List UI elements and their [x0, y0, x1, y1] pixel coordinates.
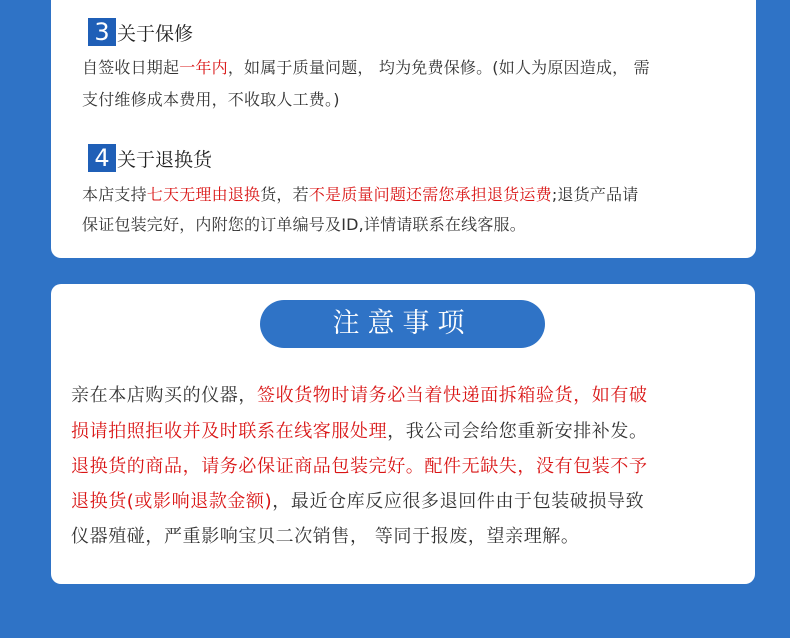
highlight-segment: 退换货(或影响退款金额) [71, 491, 273, 512]
notice-line-5 [71, 522, 580, 548]
highlight-segment: 不是质量问题还需您承担退货运费 [308, 185, 552, 204]
text-segment: 货，若 [260, 185, 309, 204]
returns-section-header [88, 143, 212, 173]
text-segment: 亲在本店购买的仪器， [71, 385, 257, 406]
notice-title-pill: 注意事项 [260, 300, 545, 348]
warranty-text-line-1 [82, 55, 650, 78]
warranty-section-number: 3 [88, 18, 116, 46]
highlight-segment: 签收货物时请务必当着快递面拆箱验货，如有破 [257, 385, 648, 406]
notice-card [51, 284, 755, 584]
text-segment: ，我公司会给您重新安排补发。 [387, 421, 648, 442]
text-segment: ;退货产品请 [551, 185, 639, 204]
warranty-text-line-2 [82, 87, 340, 110]
notice-line-2 [71, 417, 648, 443]
returns-text-line-2 [82, 212, 526, 235]
warranty-section-title: 关于保修 [117, 22, 194, 45]
text-segment: 保证包装完好，内附您的订单编号及ID,详情请联系在线客服。 [82, 215, 526, 234]
policy-card [51, 0, 756, 258]
notice-line-4 [71, 487, 644, 513]
text-segment: ，最近仓库反应很多退回件由于包装破损导致 [272, 491, 645, 512]
returns-text-line-1 [82, 182, 638, 205]
highlight-segment: 一年内 [179, 58, 228, 77]
highlight-segment: 损请拍照拒收并及时联系在线客服处理 [71, 421, 388, 442]
highlight-segment: 退换货的商品，请务必保证商品包装完好。配件无缺失，没有包装不予 [71, 456, 648, 477]
notice-line-3 [71, 452, 648, 478]
text-segment: 本店支持 [82, 185, 147, 204]
notice-line-1 [71, 381, 648, 407]
text-segment: 仪器殖碰，严重影响宝贝二次销售， 等同于报废，望亲理解。 [71, 526, 580, 547]
warranty-section-header [88, 17, 193, 47]
highlight-segment: 七天无理由退换 [146, 185, 261, 204]
text-segment: 支付维修成本费用，不收取人工费。) [82, 90, 340, 109]
text-segment: ，如属于质量问题， 均为免费保修。(如人为原因造成， 需 [227, 58, 650, 77]
returns-section-title: 关于退换货 [117, 148, 213, 171]
text-segment: 自签收日期起 [82, 58, 180, 77]
returns-section-number: 4 [88, 144, 116, 172]
